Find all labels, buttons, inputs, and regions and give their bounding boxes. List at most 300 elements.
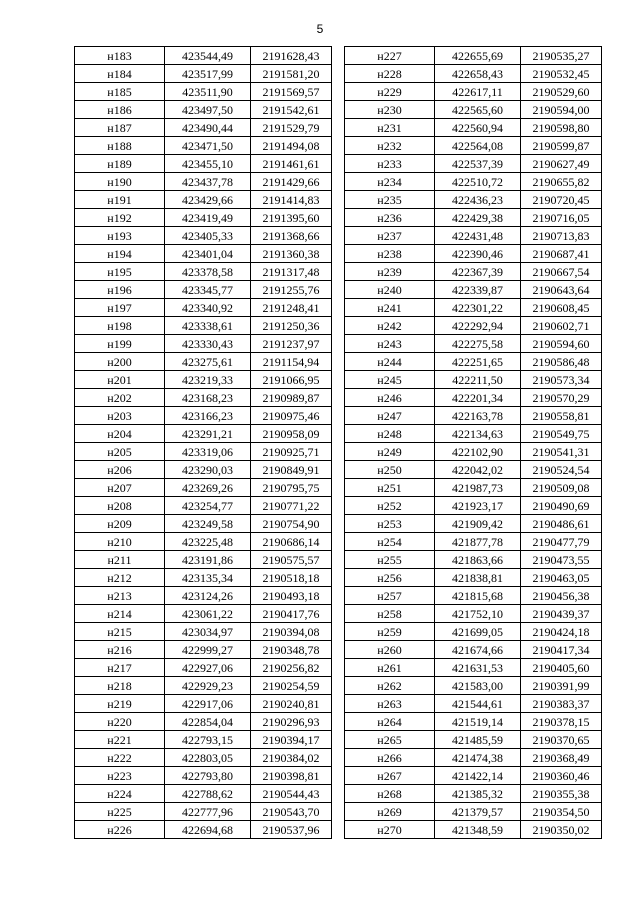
table-row xyxy=(345,47,602,65)
x-coordinate-cell: 421815,68 xyxy=(435,587,521,605)
point-id-cell: н189 xyxy=(75,155,165,173)
y-coordinate-cell: 2190391,99 xyxy=(521,677,602,695)
x-coordinate-cell: 422655,69 xyxy=(435,47,521,65)
y-coordinate-cell: 2190360,46 xyxy=(521,767,602,785)
table-row xyxy=(75,335,332,353)
table-row xyxy=(75,101,332,119)
table-row xyxy=(75,551,332,569)
table-row xyxy=(75,713,332,731)
table-row xyxy=(345,425,602,443)
y-coordinate-cell: 2190599,87 xyxy=(521,137,602,155)
table-row xyxy=(75,569,332,587)
point-id-cell: н236 xyxy=(345,209,435,227)
y-coordinate-cell: 2190417,34 xyxy=(521,641,602,659)
x-coordinate-cell: 422301,22 xyxy=(435,299,521,317)
table-row xyxy=(345,317,602,335)
x-coordinate-cell: 422999,27 xyxy=(165,641,251,659)
table-row xyxy=(345,659,602,677)
table-row xyxy=(345,281,602,299)
y-coordinate-cell: 2190602,71 xyxy=(521,317,602,335)
table-row xyxy=(345,587,602,605)
table-row xyxy=(75,263,332,281)
x-coordinate-cell: 423490,44 xyxy=(165,119,251,137)
y-coordinate-cell: 2190384,02 xyxy=(251,749,332,767)
table-row xyxy=(75,461,332,479)
point-id-cell: н228 xyxy=(345,65,435,83)
y-coordinate-cell: 2190394,17 xyxy=(251,731,332,749)
y-coordinate-cell: 2190575,57 xyxy=(251,551,332,569)
table-row xyxy=(75,443,332,461)
point-id-cell: н230 xyxy=(345,101,435,119)
y-coordinate-cell: 2190477,79 xyxy=(521,533,602,551)
x-coordinate-cell: 422658,43 xyxy=(435,65,521,83)
x-coordinate-cell: 422694,68 xyxy=(165,821,251,839)
table-row xyxy=(75,479,332,497)
point-id-cell: н254 xyxy=(345,533,435,551)
y-coordinate-cell: 2190486,61 xyxy=(521,515,602,533)
table-row xyxy=(75,659,332,677)
table-row xyxy=(75,767,332,785)
x-coordinate-cell: 422803,05 xyxy=(165,749,251,767)
point-id-cell: н221 xyxy=(75,731,165,749)
y-coordinate-cell: 2190490,69 xyxy=(521,497,602,515)
x-coordinate-cell: 423290,03 xyxy=(165,461,251,479)
table-row xyxy=(345,83,602,101)
x-coordinate-cell: 422537,39 xyxy=(435,155,521,173)
table-row xyxy=(345,785,602,803)
table-row xyxy=(75,209,332,227)
y-coordinate-cell: 2190537,96 xyxy=(251,821,332,839)
table-row xyxy=(345,515,602,533)
point-id-cell: н244 xyxy=(345,353,435,371)
x-coordinate-cell: 421923,17 xyxy=(435,497,521,515)
point-id-cell: н187 xyxy=(75,119,165,137)
y-coordinate-cell: 2190608,45 xyxy=(521,299,602,317)
table-row xyxy=(75,677,332,695)
x-coordinate-cell: 423061,22 xyxy=(165,605,251,623)
y-coordinate-cell: 2190570,29 xyxy=(521,389,602,407)
point-id-cell: н257 xyxy=(345,587,435,605)
table-row xyxy=(75,173,332,191)
y-coordinate-cell: 2190795,75 xyxy=(251,479,332,497)
table-row xyxy=(75,83,332,101)
y-coordinate-cell: 2190925,71 xyxy=(251,443,332,461)
point-id-cell: н220 xyxy=(75,713,165,731)
point-id-cell: н234 xyxy=(345,173,435,191)
x-coordinate-cell: 423330,43 xyxy=(165,335,251,353)
y-coordinate-cell: 2190240,81 xyxy=(251,695,332,713)
y-coordinate-cell: 2190456,38 xyxy=(521,587,602,605)
x-coordinate-cell: 422163,78 xyxy=(435,407,521,425)
point-id-cell: н268 xyxy=(345,785,435,803)
point-id-cell: н217 xyxy=(75,659,165,677)
y-coordinate-cell: 2190687,41 xyxy=(521,245,602,263)
x-coordinate-cell: 422510,72 xyxy=(435,173,521,191)
table-row xyxy=(75,317,332,335)
point-id-cell: н184 xyxy=(75,65,165,83)
x-coordinate-cell: 422429,38 xyxy=(435,209,521,227)
x-coordinate-cell: 423378,58 xyxy=(165,263,251,281)
y-coordinate-cell: 2191628,43 xyxy=(251,47,332,65)
table-row xyxy=(345,821,602,839)
y-coordinate-cell: 2190643,64 xyxy=(521,281,602,299)
point-id-cell: н192 xyxy=(75,209,165,227)
point-id-cell: н185 xyxy=(75,83,165,101)
y-coordinate-cell: 2191237,97 xyxy=(251,335,332,353)
x-coordinate-cell: 422436,23 xyxy=(435,191,521,209)
point-id-cell: н211 xyxy=(75,551,165,569)
table-row xyxy=(345,119,602,137)
y-coordinate-cell: 2191542,61 xyxy=(251,101,332,119)
y-coordinate-cell: 2191250,36 xyxy=(251,317,332,335)
y-coordinate-cell: 2190586,48 xyxy=(521,353,602,371)
y-coordinate-cell: 2191581,20 xyxy=(251,65,332,83)
table-row xyxy=(75,587,332,605)
y-coordinate-cell: 2190383,37 xyxy=(521,695,602,713)
y-coordinate-cell: 2190655,82 xyxy=(521,173,602,191)
point-id-cell: н201 xyxy=(75,371,165,389)
point-id-cell: н233 xyxy=(345,155,435,173)
point-id-cell: н237 xyxy=(345,227,435,245)
point-id-cell: н198 xyxy=(75,317,165,335)
table-row xyxy=(345,227,602,245)
point-id-cell: н207 xyxy=(75,479,165,497)
table-row xyxy=(345,569,602,587)
point-id-cell: н266 xyxy=(345,749,435,767)
point-id-cell: н224 xyxy=(75,785,165,803)
table-row xyxy=(75,515,332,533)
y-coordinate-cell: 2191317,48 xyxy=(251,263,332,281)
table-row xyxy=(345,65,602,83)
x-coordinate-cell: 422201,34 xyxy=(435,389,521,407)
x-coordinate-cell: 423401,04 xyxy=(165,245,251,263)
point-id-cell: н197 xyxy=(75,299,165,317)
table-row xyxy=(75,425,332,443)
x-coordinate-cell: 422917,06 xyxy=(165,695,251,713)
table-row xyxy=(75,623,332,641)
table-row xyxy=(75,785,332,803)
y-coordinate-cell: 2190417,76 xyxy=(251,605,332,623)
table-row xyxy=(75,497,332,515)
point-id-cell: н263 xyxy=(345,695,435,713)
x-coordinate-cell: 423338,61 xyxy=(165,317,251,335)
table-row xyxy=(75,749,332,767)
point-id-cell: н218 xyxy=(75,677,165,695)
x-coordinate-cell: 422367,39 xyxy=(435,263,521,281)
x-coordinate-cell: 423517,99 xyxy=(165,65,251,83)
x-coordinate-cell: 423471,50 xyxy=(165,137,251,155)
y-coordinate-cell: 2190849,91 xyxy=(251,461,332,479)
table-row xyxy=(345,263,602,281)
table-row xyxy=(345,803,602,821)
x-coordinate-cell: 422564,08 xyxy=(435,137,521,155)
x-coordinate-cell: 423319,06 xyxy=(165,443,251,461)
y-coordinate-cell: 2190493,18 xyxy=(251,587,332,605)
table-row xyxy=(345,335,602,353)
y-coordinate-cell: 2191368,66 xyxy=(251,227,332,245)
point-id-cell: н242 xyxy=(345,317,435,335)
x-coordinate-cell: 423497,50 xyxy=(165,101,251,119)
point-id-cell: н212 xyxy=(75,569,165,587)
point-id-cell: н262 xyxy=(345,677,435,695)
table-row xyxy=(345,173,602,191)
x-coordinate-cell: 423269,26 xyxy=(165,479,251,497)
point-id-cell: н205 xyxy=(75,443,165,461)
table-row xyxy=(345,191,602,209)
table-row xyxy=(345,767,602,785)
table-row xyxy=(345,623,602,641)
table-row xyxy=(75,389,332,407)
x-coordinate-cell: 421544,61 xyxy=(435,695,521,713)
x-coordinate-cell: 421631,53 xyxy=(435,659,521,677)
x-coordinate-cell: 423124,26 xyxy=(165,587,251,605)
table-row xyxy=(75,137,332,155)
y-coordinate-cell: 2191494,08 xyxy=(251,137,332,155)
table-row xyxy=(75,731,332,749)
x-coordinate-cell: 423225,48 xyxy=(165,533,251,551)
table-row xyxy=(345,101,602,119)
x-coordinate-cell: 421863,66 xyxy=(435,551,521,569)
x-coordinate-cell: 423135,34 xyxy=(165,569,251,587)
point-id-cell: н238 xyxy=(345,245,435,263)
table-row xyxy=(345,407,602,425)
y-coordinate-cell: 2190524,54 xyxy=(521,461,602,479)
point-id-cell: н216 xyxy=(75,641,165,659)
y-coordinate-cell: 2190716,05 xyxy=(521,209,602,227)
point-id-cell: н213 xyxy=(75,587,165,605)
y-coordinate-cell: 2190713,83 xyxy=(521,227,602,245)
y-coordinate-cell: 2191360,38 xyxy=(251,245,332,263)
table-row xyxy=(345,749,602,767)
y-coordinate-cell: 2190558,81 xyxy=(521,407,602,425)
x-coordinate-cell: 421385,32 xyxy=(435,785,521,803)
point-id-cell: н259 xyxy=(345,623,435,641)
x-coordinate-cell: 423166,23 xyxy=(165,407,251,425)
y-coordinate-cell: 2191255,76 xyxy=(251,281,332,299)
point-id-cell: н265 xyxy=(345,731,435,749)
table-row xyxy=(75,641,332,659)
x-coordinate-cell: 422617,11 xyxy=(435,83,521,101)
point-id-cell: н251 xyxy=(345,479,435,497)
table-row xyxy=(345,551,602,569)
table-row xyxy=(75,65,332,83)
x-coordinate-cell: 422431,48 xyxy=(435,227,521,245)
y-coordinate-cell: 2190256,82 xyxy=(251,659,332,677)
point-id-cell: н204 xyxy=(75,425,165,443)
y-coordinate-cell: 2190463,05 xyxy=(521,569,602,587)
point-id-cell: н241 xyxy=(345,299,435,317)
table-row xyxy=(75,533,332,551)
table-row xyxy=(345,209,602,227)
x-coordinate-cell: 422793,15 xyxy=(165,731,251,749)
point-id-cell: н196 xyxy=(75,281,165,299)
x-coordinate-cell: 423191,86 xyxy=(165,551,251,569)
y-coordinate-cell: 2191414,83 xyxy=(251,191,332,209)
point-id-cell: н249 xyxy=(345,443,435,461)
x-coordinate-cell: 421909,42 xyxy=(435,515,521,533)
x-coordinate-cell: 422777,96 xyxy=(165,803,251,821)
point-id-cell: н194 xyxy=(75,245,165,263)
y-coordinate-cell: 2190355,38 xyxy=(521,785,602,803)
x-coordinate-cell: 422339,87 xyxy=(435,281,521,299)
table-row xyxy=(345,299,602,317)
table-row xyxy=(345,713,602,731)
x-coordinate-cell: 423345,77 xyxy=(165,281,251,299)
table-row xyxy=(345,731,602,749)
y-coordinate-cell: 2191429,66 xyxy=(251,173,332,191)
point-id-cell: н261 xyxy=(345,659,435,677)
y-coordinate-cell: 2190254,59 xyxy=(251,677,332,695)
table-row xyxy=(75,803,332,821)
table-row xyxy=(345,353,602,371)
x-coordinate-cell: 421752,10 xyxy=(435,605,521,623)
table-row xyxy=(75,821,332,839)
point-id-cell: н222 xyxy=(75,749,165,767)
point-id-cell: н260 xyxy=(345,641,435,659)
y-coordinate-cell: 2190473,55 xyxy=(521,551,602,569)
y-coordinate-cell: 2190370,65 xyxy=(521,731,602,749)
y-coordinate-cell: 2190573,34 xyxy=(521,371,602,389)
y-coordinate-cell: 2190378,15 xyxy=(521,713,602,731)
point-id-cell: н223 xyxy=(75,767,165,785)
y-coordinate-cell: 2190975,46 xyxy=(251,407,332,425)
y-coordinate-cell: 2191461,61 xyxy=(251,155,332,173)
point-id-cell: н199 xyxy=(75,335,165,353)
y-coordinate-cell: 2190394,08 xyxy=(251,623,332,641)
y-coordinate-cell: 2190424,18 xyxy=(521,623,602,641)
point-id-cell: н245 xyxy=(345,371,435,389)
point-id-cell: н270 xyxy=(345,821,435,839)
x-coordinate-cell: 423419,49 xyxy=(165,209,251,227)
x-coordinate-cell: 421987,73 xyxy=(435,479,521,497)
x-coordinate-cell: 422854,04 xyxy=(165,713,251,731)
point-id-cell: н202 xyxy=(75,389,165,407)
x-coordinate-cell: 422102,90 xyxy=(435,443,521,461)
point-id-cell: н186 xyxy=(75,101,165,119)
y-coordinate-cell: 2190350,02 xyxy=(521,821,602,839)
table-body xyxy=(75,47,332,839)
point-id-cell: н252 xyxy=(345,497,435,515)
x-coordinate-cell: 423544,49 xyxy=(165,47,251,65)
y-coordinate-cell: 2191395,60 xyxy=(251,209,332,227)
y-coordinate-cell: 2191248,41 xyxy=(251,299,332,317)
point-id-cell: н246 xyxy=(345,389,435,407)
x-coordinate-cell: 423219,33 xyxy=(165,371,251,389)
x-coordinate-cell: 422788,62 xyxy=(165,785,251,803)
x-coordinate-cell: 422251,65 xyxy=(435,353,521,371)
point-id-cell: н210 xyxy=(75,533,165,551)
table-row xyxy=(345,461,602,479)
y-coordinate-cell: 2190594,60 xyxy=(521,335,602,353)
x-coordinate-cell: 422211,50 xyxy=(435,371,521,389)
y-coordinate-cell: 2190535,27 xyxy=(521,47,602,65)
x-coordinate-cell: 423429,66 xyxy=(165,191,251,209)
table-row xyxy=(75,371,332,389)
point-id-cell: н200 xyxy=(75,353,165,371)
y-coordinate-cell: 2190598,80 xyxy=(521,119,602,137)
y-coordinate-cell: 2190529,60 xyxy=(521,83,602,101)
y-coordinate-cell: 2190439,37 xyxy=(521,605,602,623)
point-id-cell: н253 xyxy=(345,515,435,533)
y-coordinate-cell: 2190518,18 xyxy=(251,569,332,587)
point-id-cell: н232 xyxy=(345,137,435,155)
point-id-cell: н209 xyxy=(75,515,165,533)
x-coordinate-cell: 421583,00 xyxy=(435,677,521,695)
point-id-cell: н239 xyxy=(345,263,435,281)
y-coordinate-cell: 2190509,08 xyxy=(521,479,602,497)
y-coordinate-cell: 2190771,22 xyxy=(251,497,332,515)
y-coordinate-cell: 2190544,43 xyxy=(251,785,332,803)
point-id-cell: н183 xyxy=(75,47,165,65)
y-coordinate-cell: 2190398,81 xyxy=(251,767,332,785)
x-coordinate-cell: 422929,23 xyxy=(165,677,251,695)
table-row xyxy=(345,533,602,551)
x-coordinate-cell: 423455,10 xyxy=(165,155,251,173)
table-row xyxy=(75,353,332,371)
table-row xyxy=(345,497,602,515)
y-coordinate-cell: 2190368,49 xyxy=(521,749,602,767)
x-coordinate-cell: 421519,14 xyxy=(435,713,521,731)
y-coordinate-cell: 2191154,94 xyxy=(251,353,332,371)
y-coordinate-cell: 2190686,14 xyxy=(251,533,332,551)
table-row xyxy=(75,155,332,173)
table-row xyxy=(75,119,332,137)
point-id-cell: н191 xyxy=(75,191,165,209)
y-coordinate-cell: 2190667,54 xyxy=(521,263,602,281)
point-id-cell: н267 xyxy=(345,767,435,785)
table-row xyxy=(75,407,332,425)
table-row xyxy=(75,47,332,65)
x-coordinate-cell: 422793,80 xyxy=(165,767,251,785)
table-row xyxy=(345,371,602,389)
x-coordinate-cell: 423340,92 xyxy=(165,299,251,317)
y-coordinate-cell: 2190989,87 xyxy=(251,389,332,407)
x-coordinate-cell: 422927,06 xyxy=(165,659,251,677)
x-coordinate-cell: 423249,58 xyxy=(165,515,251,533)
table-row xyxy=(345,389,602,407)
point-id-cell: н264 xyxy=(345,713,435,731)
table-row xyxy=(75,605,332,623)
table-row xyxy=(345,605,602,623)
x-coordinate-cell: 423168,23 xyxy=(165,389,251,407)
table-row xyxy=(75,227,332,245)
point-id-cell: н208 xyxy=(75,497,165,515)
x-coordinate-cell: 423275,61 xyxy=(165,353,251,371)
coordinates-table-right xyxy=(344,46,602,839)
x-coordinate-cell: 423254,77 xyxy=(165,497,251,515)
point-id-cell: н214 xyxy=(75,605,165,623)
x-coordinate-cell: 423405,33 xyxy=(165,227,251,245)
x-coordinate-cell: 422292,94 xyxy=(435,317,521,335)
y-coordinate-cell: 2190354,50 xyxy=(521,803,602,821)
y-coordinate-cell: 2191529,79 xyxy=(251,119,332,137)
x-coordinate-cell: 421379,57 xyxy=(435,803,521,821)
x-coordinate-cell: 423291,21 xyxy=(165,425,251,443)
point-id-cell: н225 xyxy=(75,803,165,821)
y-coordinate-cell: 2190594,00 xyxy=(521,101,602,119)
x-coordinate-cell: 421699,05 xyxy=(435,623,521,641)
table-row xyxy=(75,299,332,317)
point-id-cell: н195 xyxy=(75,263,165,281)
x-coordinate-cell: 422134,63 xyxy=(435,425,521,443)
point-id-cell: н240 xyxy=(345,281,435,299)
point-id-cell: н193 xyxy=(75,227,165,245)
table-row xyxy=(345,155,602,173)
x-coordinate-cell: 423034,97 xyxy=(165,623,251,641)
table-row xyxy=(345,641,602,659)
y-coordinate-cell: 2190541,31 xyxy=(521,443,602,461)
point-id-cell: н255 xyxy=(345,551,435,569)
